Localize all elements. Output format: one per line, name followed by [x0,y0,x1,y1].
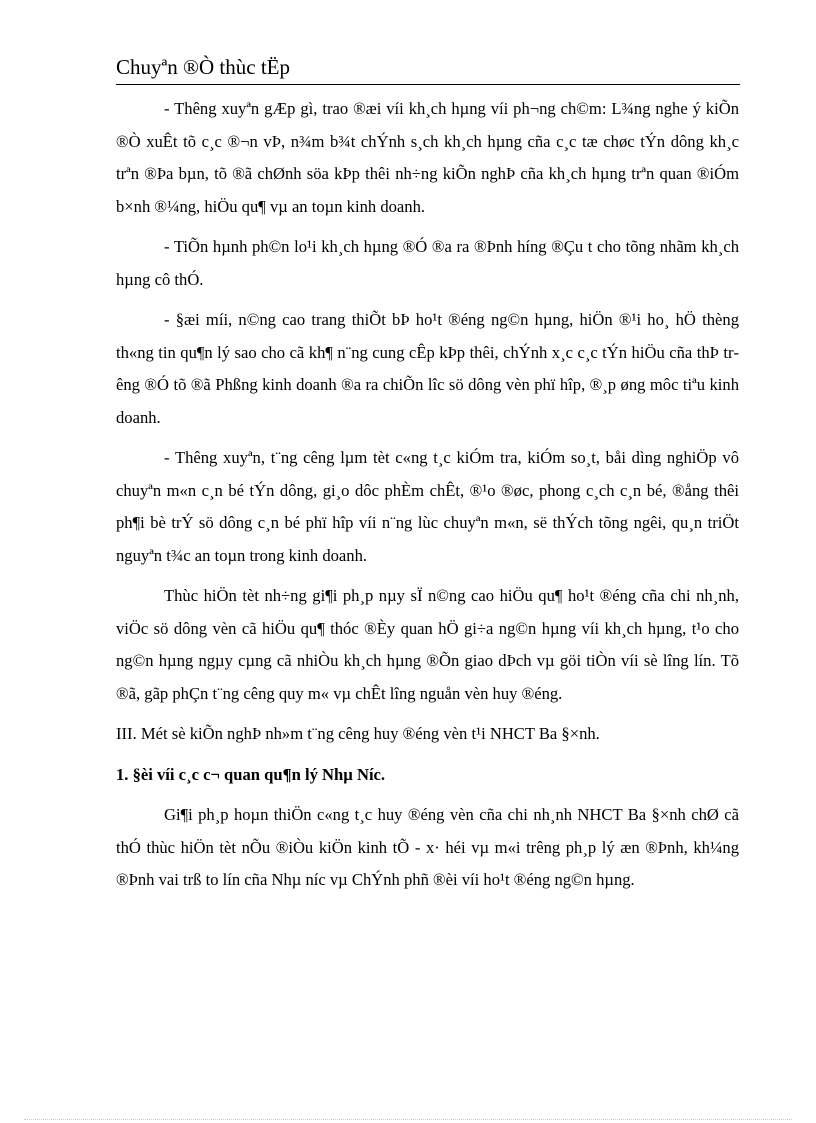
document-body [116,93,739,897]
paragraph-conclusion: Thùc hiÖn tèt nh÷ng gi¶i ph¸p nµy sÏ n©ng cao hiÖu qu¶ ho¹t ®éng cña chi nh¸nh, viÖc sö dông vèn cã hiÖu qu¶ thóc ®Èy quan hÖ gi÷a ng©n hµng víi kh¸ch hµng, t¹o cho ng©n hµng ngµy cµng cã nhiÒu kh¸ch hµng ®Õn giao dÞch vµ göi tiÒn víi sè lîng lín. Tõ ®ã, gãp phÇn t¨ng cêng quy m« vµ chÊt lîng nguån vèn huy ®éng. [116,586,739,703]
paragraph-equipment-modernization: - §æi míi, n©ng cao trang thiÕt bÞ ho¹t ®éng ng©n hµng, hiÖn ®¹i ho¸ hÖ thèng th«ng tin qu¶n lý sao cho cã kh¶ n¨ng cung cÊp kÞp thêi, chÝnh x¸c c¸c tÝn hiÖu cña thÞ trêng ®Ó tõ ®ã Phßng kinh doanh ®a ra chiÕn lîc sö dông vèn phï hîp, ®¸p øng môc tiªu kinh doanh. [116,310,739,427]
subsection-heading-state-agencies: 1. §èi víi c¸c c¬ quan qu¶n lý Nhµ Níc. [116,764,386,784]
paragraph-customer-contact: - Thêng xuyªn gÆp gì, trao ®æi víi kh¸ch hµng víi ph¬ng ch©m: L¾ng nghe ý kiÕn ®Ò xuÊt tõ c¸c ®¬n vÞ, n¾m b¾t chÝnh s¸ch kh¸ch hµng cña c¸c tæ chøc tÝn dông kh¸c trªn ®Þa bµn, tõ ®ã chØnh söa kÞp thêi nh÷ng kiÕn nghÞ cña kh¸ch hµng trªn quan ®iÓm b×nh ®¼ng, hiÖu qu¶ vµ an toµn kinh doanh. [116,99,739,216]
paragraph-staff-training: - Thêng xuyªn, t¨ng cêng lµm tèt c«ng t¸c kiÓm tra, kiÓm so¸t, båi dìng nghiÖp vô chuyªn m«n c¸n bé tÝn dông, gi¸o dôc phÈm chÊt, ®¹o ®øc, phong c¸ch c¸n bé, ®ång thêi ph¶i bè trÝ sö dông c¸n bé phï hîp víi n¨ng lùc chuyªn m«n, së thÝch tõng ngêi, qu¸n triÖt nguyªn t¾c an toµn trong kinh doanh. [116,448,739,565]
section-heading-recommendations: III. Mét sè kiÕn nghÞ nh»m t¨ng cêng huy ®éng vèn t¹i NHCT Ba §×nh. [116,724,600,743]
paragraph-customer-classification: - TiÕn hµnh ph©n lo¹i kh¸ch hµng ®Ó ®a ra ®Þnh híng ®Çu t cho tõng nhãm kh¸ch hµng cô thÓ. [116,237,739,289]
footer-divider [24,1119,792,1120]
paragraph-state-role: Gi¶i ph¸p hoµn thiÖn c«ng t¸c huy ®éng vèn cña chi nh¸nh NHCT Ba §×nh chØ cã thÓ thùc hiÖn tèt nÕu ®iÒu kiÖn kinh tÕ - x· héi vµ m«i trêng ph¸p lý æn ®Þnh, kh¼ng ®Þnh vai trß to lín cña Nhµ níc vµ ChÝnh phñ ®èi víi ho¹t ®éng ng©n hµng. [116,805,739,889]
header-title: Chuyªn ®Ò thùc tËp [116,55,290,79]
page-header [116,52,740,85]
